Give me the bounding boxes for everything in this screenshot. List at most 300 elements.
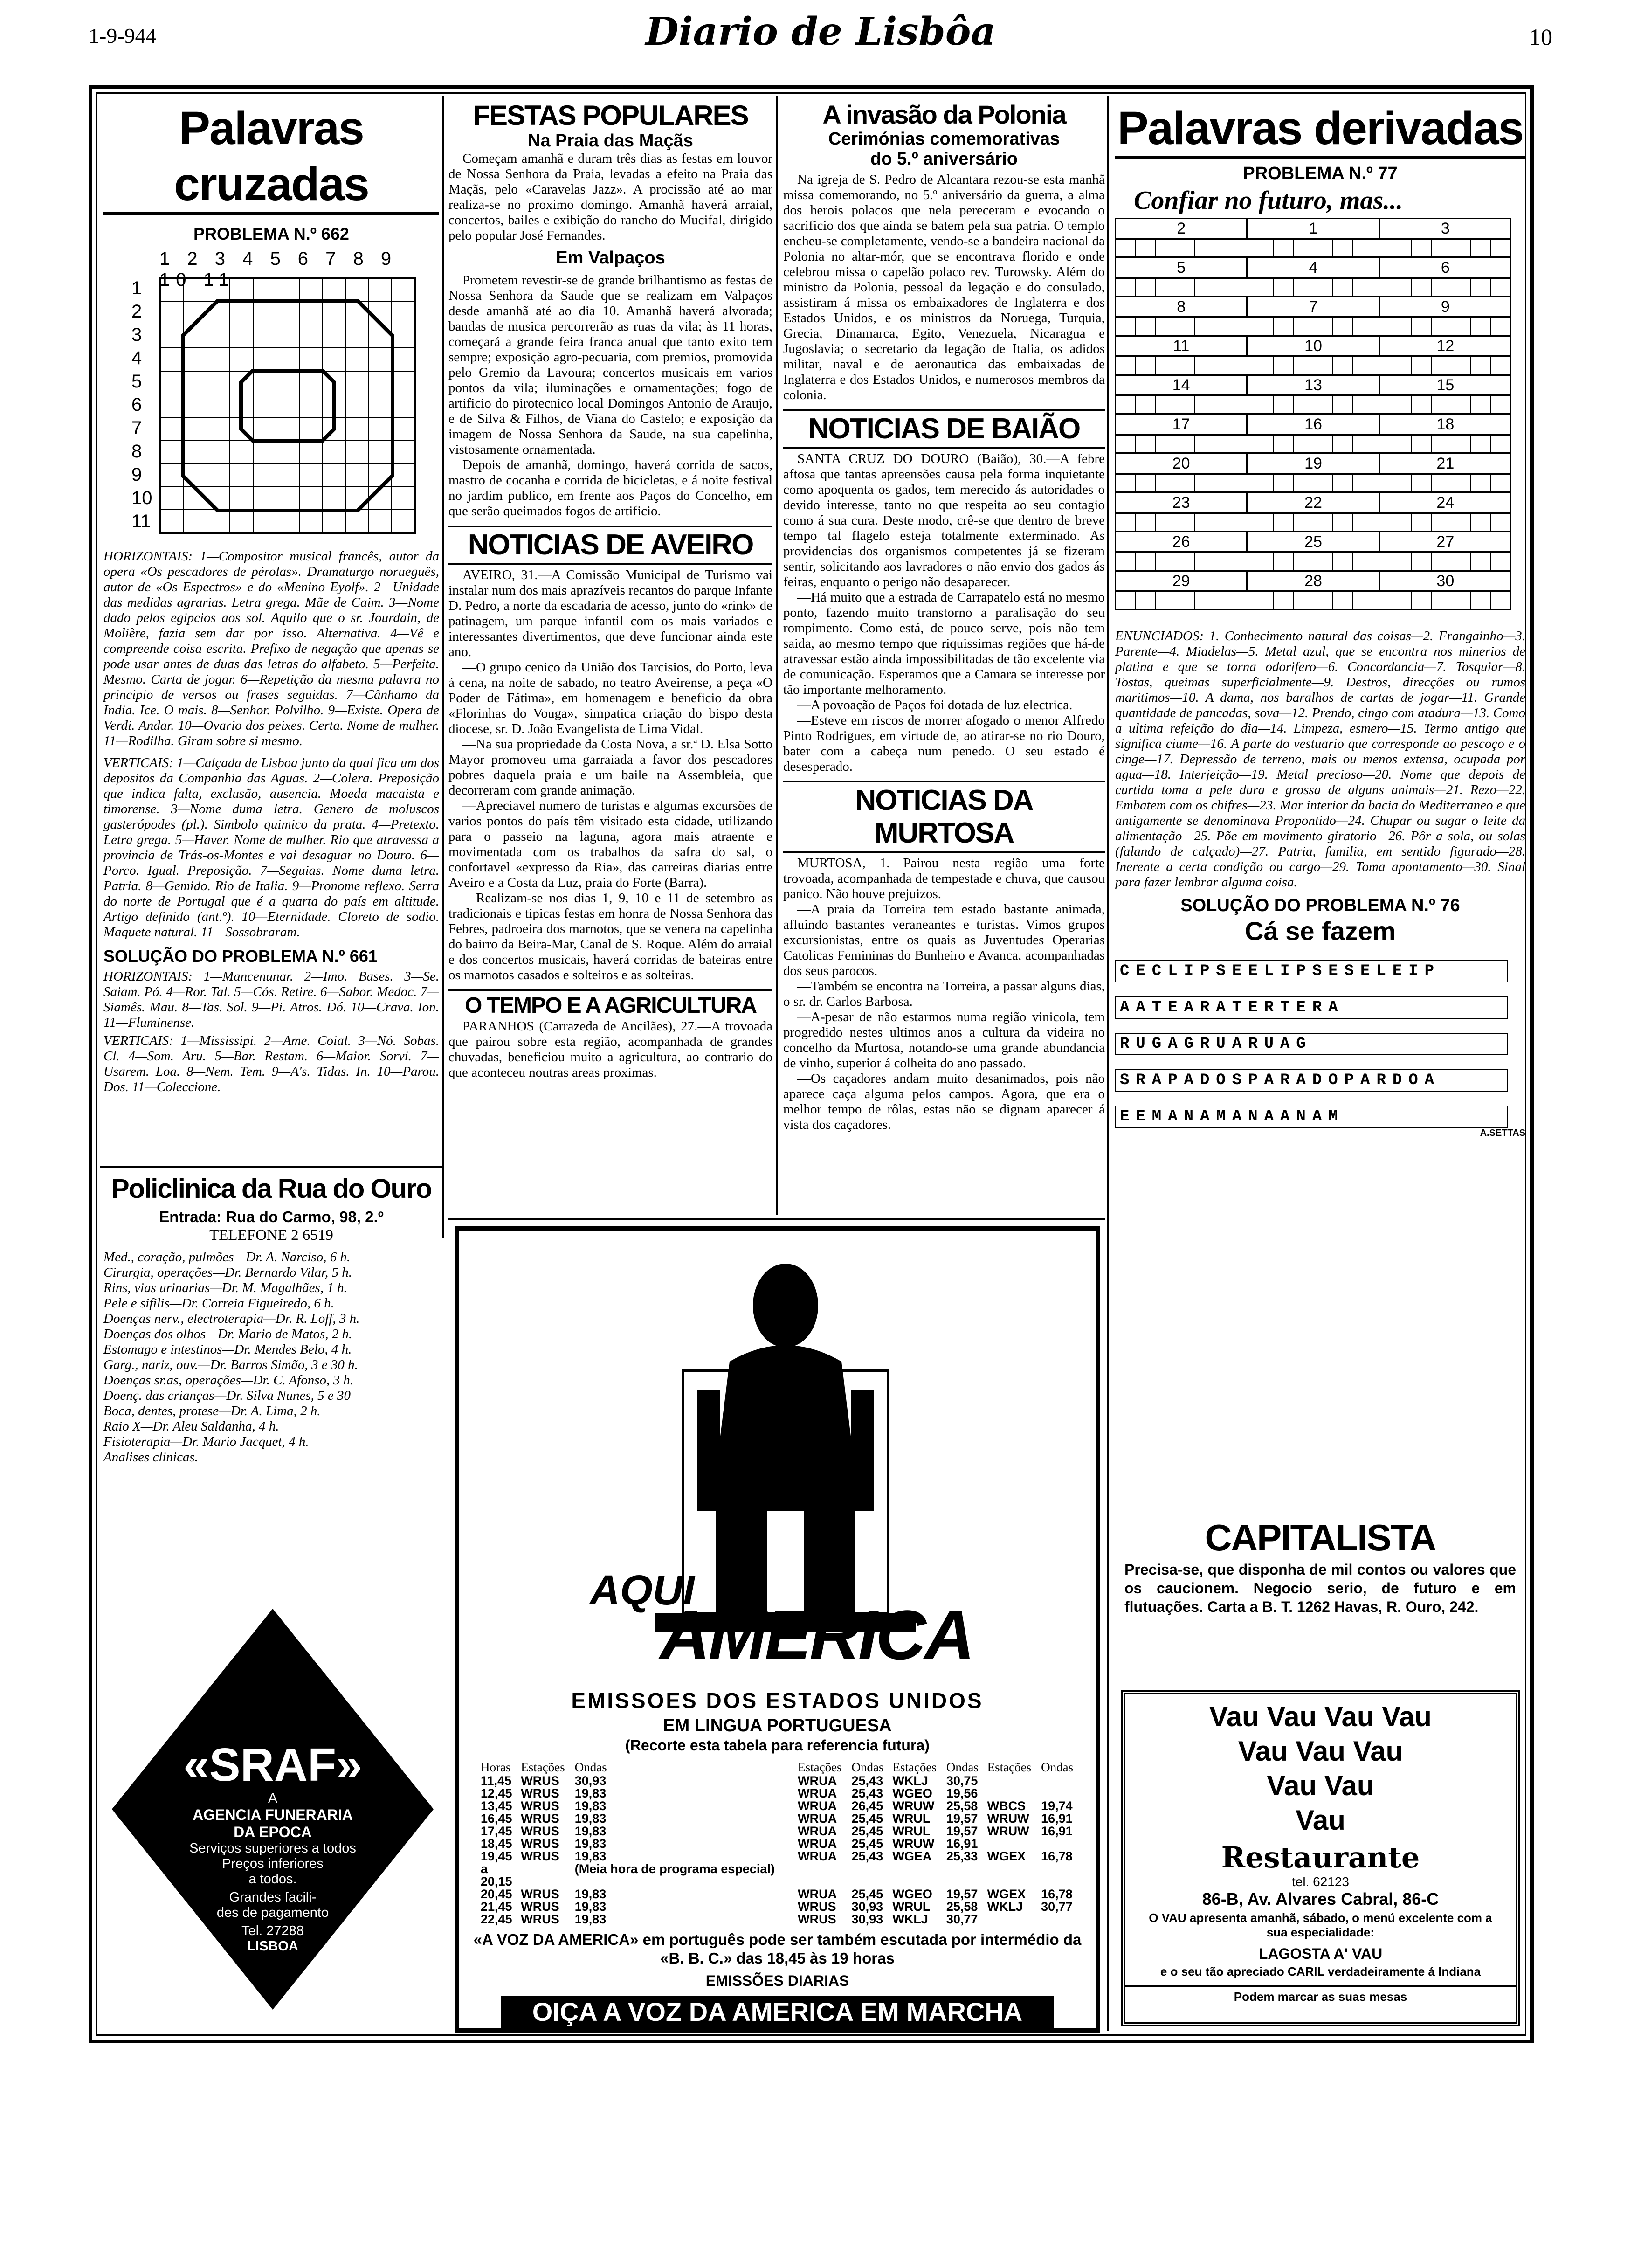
derivadas-row: [1115, 336, 1511, 356]
derivadas-cell[interactable]: [1214, 357, 1234, 374]
derivadas-cell[interactable]: [1451, 396, 1471, 413]
derivadas-cell[interactable]: [1372, 436, 1392, 452]
derivadas-cell[interactable]: [1175, 436, 1195, 452]
crossword-row-number: 9: [131, 464, 142, 485]
derivadas-cell[interactable]: [1432, 240, 1451, 256]
derivadas-cell[interactable]: [1313, 553, 1333, 570]
derivadas-cell[interactable]: [1471, 396, 1490, 413]
derivadas-cell[interactable]: [1313, 279, 1333, 296]
derivadas-grid[interactable]: [1115, 218, 1525, 610]
derivadas-cell[interactable]: [1471, 357, 1490, 374]
derivadas-cell[interactable]: [1116, 436, 1136, 452]
derivadas-clue-number: 25: [1247, 532, 1379, 552]
derivadas-cell[interactable]: [1353, 475, 1372, 491]
derivadas-cell[interactable]: [1175, 592, 1195, 609]
derivadas-clue-number: 21: [1379, 453, 1511, 474]
derivadas-clue-number: 8: [1115, 297, 1247, 317]
derivadas-cell[interactable]: [1313, 514, 1333, 531]
derivadas-cell[interactable]: [1333, 475, 1352, 491]
derivadas-cell[interactable]: [1195, 357, 1214, 374]
derivadas-answer-row[interactable]: [1115, 591, 1511, 610]
derivadas-cell[interactable]: [1333, 279, 1352, 296]
derivadas-cell[interactable]: [1175, 357, 1195, 374]
derivadas-cell[interactable]: [1116, 279, 1136, 296]
derivadas-cell[interactable]: [1234, 592, 1254, 609]
derivadas-cell[interactable]: [1451, 240, 1471, 256]
schedule-cell: WKLJ: [892, 1774, 928, 1788]
crossword-row-number: 11: [131, 511, 151, 532]
schedule-cell: WRUS: [521, 1812, 559, 1825]
derivadas-cell[interactable]: [1175, 475, 1195, 491]
derivadas-cell[interactable]: [1136, 553, 1155, 570]
derivadas-clue-number: 26: [1115, 532, 1247, 552]
derivadas-cell[interactable]: [1234, 279, 1254, 296]
derivadas-cell[interactable]: [1136, 396, 1155, 413]
derivadas-cell[interactable]: [1214, 592, 1234, 609]
policlinica-line: Doenças sr.as, operações—Dr. C. Afonso, 3 h.: [103, 1373, 353, 1388]
derivadas-cell[interactable]: [1313, 396, 1333, 413]
derivadas-cell[interactable]: [1471, 514, 1490, 531]
schedule-cell: [889, 1875, 943, 1888]
derivadas-cell[interactable]: [1392, 475, 1412, 491]
derivadas-answer-row[interactable]: [1115, 552, 1511, 571]
schedule-cell: WRUA: [798, 1786, 837, 1800]
derivadas-cell[interactable]: [1234, 436, 1254, 452]
schedule-row: [478, 1850, 1079, 1863]
polonia-sub1: Cerimónias comemorativas: [828, 129, 1060, 149]
derivadas-cell[interactable]: [1116, 357, 1136, 374]
derivadas-cell[interactable]: [1333, 592, 1352, 609]
derivadas-cell[interactable]: [1136, 318, 1155, 335]
derivadas-cell[interactable]: [1195, 240, 1214, 256]
derivadas-cell[interactable]: [1471, 553, 1490, 570]
derivadas-cell[interactable]: [1432, 553, 1451, 570]
derivadas-cell[interactable]: [1156, 592, 1175, 609]
schedule-cell: WGEX: [987, 1849, 1026, 1863]
schedule-cell: WRUS: [521, 1786, 559, 1800]
derivadas-cell[interactable]: [1156, 240, 1175, 256]
derivadas-cell[interactable]: [1214, 279, 1234, 296]
schedule-cell: WGEA: [892, 1849, 932, 1863]
derivadas-answer-row[interactable]: [1115, 395, 1511, 414]
schedule-cell: [1038, 1787, 1079, 1800]
policlinica-line: Cirurgia, operações—Dr. Bernardo Vilar, 5 h.: [103, 1265, 352, 1280]
tempo-p1: PARANHOS (Carrazeda de Ancilães), 27.—A trovoada que pairou sobre esta região, acompanhada de grandes chuvadas, beneficiou muito a agricultura, ao contrario do que aconteceu noutras areas proximas.: [448, 1019, 772, 1080]
derivadas-clue-number: 9: [1379, 297, 1511, 317]
derivadas-cell[interactable]: [1214, 240, 1234, 256]
derivadas-cell[interactable]: [1195, 592, 1214, 609]
derivadas-cell[interactable]: [1234, 475, 1254, 491]
derivadas-cell[interactable]: [1333, 553, 1352, 570]
derivadas-cell[interactable]: [1333, 240, 1352, 256]
derivadas-cell[interactable]: [1234, 514, 1254, 531]
derivadas-cell[interactable]: [1392, 357, 1412, 374]
derivadas-cell[interactable]: [1432, 475, 1451, 491]
derivadas-cell[interactable]: [1392, 279, 1412, 296]
derivadas-cell[interactable]: [1214, 436, 1234, 452]
derivadas-cell[interactable]: [1412, 240, 1431, 256]
derivadas-cell[interactable]: [1491, 279, 1510, 296]
derivadas-cell[interactable]: [1294, 396, 1313, 413]
derivadas-cell[interactable]: [1195, 553, 1214, 570]
derivadas-cell[interactable]: [1274, 279, 1293, 296]
derivadas-cell[interactable]: [1491, 553, 1510, 570]
derivadas-cell[interactable]: [1274, 553, 1293, 570]
derivadas-cell[interactable]: [1353, 592, 1372, 609]
derivadas-cell[interactable]: [1313, 240, 1333, 256]
derivadas-cell[interactable]: [1274, 396, 1293, 413]
derivadas-cell[interactable]: [1175, 279, 1195, 296]
derivadas-cell[interactable]: [1432, 357, 1451, 374]
derivadas-cell[interactable]: [1333, 514, 1352, 531]
schedule-cell: 19,83: [574, 1912, 607, 1926]
derivadas-cell[interactable]: [1432, 396, 1451, 413]
murtosa-p2: —A praia da Torreira tem estado bastante animada, afluindo bastantes veraneantes e turistas. Vimos grupos excursionistas, entre os quais as Juventudes Operarias Catolicas Femininas do Bunheiro e Avanca, acompanhadas dos seus parocos.: [783, 902, 1105, 978]
baiao-p4: —Esteve em riscos de morrer afogado o menor Alfredo Pinto Rodrigues, em virtude de, ao atirar-se no rio Douro, bater com a cabeça num penedo. O seu estado é desesperado.: [783, 713, 1105, 774]
crossword-row-number: 8: [131, 441, 142, 462]
derivadas-cell[interactable]: [1353, 436, 1372, 452]
derivadas-cell[interactable]: [1372, 396, 1392, 413]
derivadas-cell[interactable]: [1372, 357, 1392, 374]
derivadas-cell[interactable]: [1353, 279, 1372, 296]
derivadas-cell[interactable]: [1353, 357, 1372, 374]
derivadas-clue-number: 15: [1379, 375, 1511, 395]
derivadas-cell[interactable]: [1294, 357, 1313, 374]
derivadas-problem: PROBLEMA N.º 77: [1243, 164, 1398, 183]
schedule-cell: WKLJ: [892, 1912, 928, 1926]
derivadas-cell[interactable]: [1195, 279, 1214, 296]
schedule-cell: 30,77: [946, 1912, 978, 1926]
derivadas-cell[interactable]: [1234, 357, 1254, 374]
derivadas-cell[interactable]: [1175, 514, 1195, 531]
derivadas-cell[interactable]: [1353, 396, 1372, 413]
schedule-cell: 30,93: [574, 1774, 607, 1788]
derivadas-cell[interactable]: [1412, 514, 1431, 531]
crossword-solution-horizontais: HORIZONTAIS: 1—Mancenunar. 2—Imo. Bases. 3—Se. Saiam. Pó. 4—Ror. Tal. 5—Cós. Retire. 6—Sabor. Medoc. 7—Siamês. Mau. 8—Tas. Sol. 9—Pi. Atros. Dó. 10—Crava. Ion. 11—Fluminense.: [103, 969, 439, 1030]
derivadas-cell[interactable]: [1294, 318, 1313, 335]
derivadas-cell[interactable]: [1214, 475, 1234, 491]
derivadas-cell[interactable]: [1432, 592, 1451, 609]
derivadas-cell[interactable]: [1294, 279, 1313, 296]
derivadas-cell[interactable]: [1412, 396, 1431, 413]
schedule-cell: WRUS: [521, 1887, 559, 1901]
policlinica-list: [103, 1250, 439, 1465]
sraf-line7: des de pagamento: [216, 1905, 329, 1920]
schedule-cell: [1038, 1875, 1079, 1888]
derivadas-cell[interactable]: [1254, 436, 1274, 452]
column-rule: [1107, 96, 1109, 2031]
derivadas-cell[interactable]: [1392, 396, 1412, 413]
derivadas-cell[interactable]: [1156, 436, 1175, 452]
derivadas-answer-row[interactable]: [1115, 317, 1511, 336]
derivadas-cell[interactable]: [1471, 240, 1490, 256]
derivadas-cell[interactable]: [1432, 279, 1451, 296]
derivadas-cell[interactable]: [1195, 318, 1214, 335]
schedule-cell: [944, 1875, 985, 1888]
derivadas-cell[interactable]: [1353, 318, 1372, 335]
derivadas-answer-row[interactable]: [1115, 435, 1511, 453]
derivadas-cell[interactable]: [1116, 592, 1136, 609]
schedule-cell: WRUA: [798, 1837, 837, 1851]
derivadas-cell[interactable]: [1412, 318, 1431, 335]
derivadas-cell[interactable]: [1156, 318, 1175, 335]
derivadas-cell[interactable]: [1116, 514, 1136, 531]
schedule-cell: WRUA: [798, 1824, 837, 1838]
derivadas-cell[interactable]: [1372, 553, 1392, 570]
derivadas-cell[interactable]: [1372, 475, 1392, 491]
section-rule: [448, 1218, 1105, 1220]
derivadas-cell[interactable]: [1175, 553, 1195, 570]
schedule-cell: 19,83: [574, 1849, 607, 1863]
derivadas-cell[interactable]: [1136, 357, 1155, 374]
schedule-cell: WRUS: [798, 1912, 836, 1926]
solution-row: AATEARATERTERA: [1115, 996, 1508, 1019]
aveiro-p4: —Apreciavel numero de turistas e algumas excursões de varios pontos do país têm visitado esta cidade, utilizando para o passeio na laguna, agora mais atraente e movimentada com os trabalhos da safra do sal, o confortavel «expresso da Ria», das carreiras diarias entre Aveiro e a Costa da Luz, praia do Forte (Barra).: [448, 798, 772, 890]
schedule-cell: 30,75: [946, 1774, 978, 1788]
derivadas-cell[interactable]: [1294, 592, 1313, 609]
schedule-cell: 25,43: [851, 1849, 883, 1863]
derivadas-cell[interactable]: [1412, 279, 1431, 296]
derivadas-cell[interactable]: [1491, 357, 1510, 374]
schedule-header: Estações: [987, 1760, 1032, 1774]
derivadas-cell[interactable]: [1254, 475, 1274, 491]
derivadas-cell[interactable]: [1195, 514, 1214, 531]
derivadas-cell[interactable]: [1254, 396, 1274, 413]
derivadas-answer-row[interactable]: [1115, 278, 1511, 297]
derivadas-cell[interactable]: [1432, 436, 1451, 452]
schedule-row: [478, 1913, 1079, 1926]
derivadas-cell[interactable]: [1116, 318, 1136, 335]
derivadas-cell[interactable]: [1274, 357, 1293, 374]
schedule-cell: [795, 1875, 848, 1888]
derivadas-cell[interactable]: [1234, 240, 1254, 256]
derivadas-cell[interactable]: [1156, 553, 1175, 570]
derivadas-cell[interactable]: [1372, 514, 1392, 531]
derivadas-cell[interactable]: [1156, 279, 1175, 296]
derivadas-cell[interactable]: [1313, 592, 1333, 609]
schedule-cell: [985, 1838, 1038, 1850]
derivadas-cell[interactable]: [1136, 279, 1155, 296]
derivadas-cell[interactable]: [1254, 279, 1274, 296]
crossword-row-numbers: [131, 277, 155, 533]
derivadas-cell[interactable]: [1451, 514, 1471, 531]
derivadas-cell[interactable]: [1116, 475, 1136, 491]
derivadas-cell[interactable]: [1254, 592, 1274, 609]
derivadas-cell[interactable]: [1471, 318, 1490, 335]
schedule-cell: [1038, 1838, 1079, 1850]
derivadas-cell[interactable]: [1471, 592, 1490, 609]
derivadas-cell[interactable]: [1451, 318, 1471, 335]
derivadas-cell[interactable]: [1471, 279, 1490, 296]
schedule-cell: [1038, 1913, 1079, 1926]
crossword-row-number: 4: [131, 348, 142, 368]
schedule-cell: [518, 1875, 572, 1888]
derivadas-cell[interactable]: [1491, 318, 1510, 335]
schedule-cell: 19,83: [574, 1837, 607, 1851]
derivadas-clue-number: 11: [1115, 336, 1247, 356]
derivadas-cell[interactable]: [1195, 436, 1214, 452]
derivadas-clue-number: 20: [1115, 453, 1247, 474]
derivadas-cell[interactable]: [1274, 240, 1293, 256]
derivadas-cell[interactable]: [1412, 553, 1431, 570]
derivadas-cell[interactable]: [1254, 318, 1274, 335]
derivadas-cell[interactable]: [1136, 240, 1155, 256]
derivadas-cell[interactable]: [1491, 396, 1510, 413]
derivadas-cell[interactable]: [1451, 436, 1471, 452]
derivadas-cell[interactable]: [1313, 357, 1333, 374]
derivadas-cell[interactable]: [1175, 318, 1195, 335]
derivadas-cell[interactable]: [1136, 436, 1155, 452]
derivadas-cell[interactable]: [1392, 553, 1412, 570]
policlinica-title: Policlinica da Rua do Ouro: [111, 1174, 431, 1204]
derivadas-cell[interactable]: [1471, 475, 1490, 491]
derivadas-cell[interactable]: [1116, 240, 1136, 256]
crossword-column: [103, 100, 439, 1163]
derivadas-cell[interactable]: [1333, 357, 1352, 374]
schedule-row: [478, 1838, 1079, 1850]
schedule-cell: 19,83: [574, 1824, 607, 1838]
derivadas-cell[interactable]: [1451, 279, 1471, 296]
derivadas-cell[interactable]: [1333, 436, 1352, 452]
derivadas-cell[interactable]: [1412, 357, 1431, 374]
festas-p2: Prometem revestir-se de grande brilhantismo as festas de Nossa Senhora da Saude que se realizam em Valpaços desde amanhã até ao dia 10. Amanhã haverá alvorada; bandas de musica percorrerão as ruas da vila; às 11 horas, começará a grande feira franca anual que tanto exito tem sempre; exposição agro-pecuaria, com premios, promovida pelo Gremio da Lavoura; concertos musicais em varios pontos da vila; iluminações e ornamentações; fogo de artificio do pirotecnico local Domingos Antonio de Araujo, e de Silva & Filhos, de Viana do Castelo; e exposição da imagem de Nossa Senhora da Saude, na sua capelinha, vistosamente ornamentada.: [448, 273, 772, 457]
derivadas-cell[interactable]: [1372, 279, 1392, 296]
derivadas-cell[interactable]: [1451, 357, 1471, 374]
derivadas-cell[interactable]: [1274, 475, 1293, 491]
derivadas-cell[interactable]: [1392, 592, 1412, 609]
schedule-cell: 17,45: [481, 1824, 512, 1838]
derivadas-cell[interactable]: [1412, 436, 1431, 452]
derivadas-cell[interactable]: [1353, 240, 1372, 256]
derivadas-row: [1115, 297, 1511, 317]
derivadas-cell[interactable]: [1313, 318, 1333, 335]
schedule-header: Ondas: [1041, 1760, 1074, 1774]
derivadas-cell[interactable]: [1156, 396, 1175, 413]
derivadas-cell[interactable]: [1254, 240, 1274, 256]
derivadas-answer-row[interactable]: [1115, 474, 1511, 492]
schedule-cell: 19,45: [481, 1849, 512, 1863]
derivadas-cell[interactable]: [1214, 514, 1234, 531]
derivadas-cell[interactable]: [1353, 553, 1372, 570]
derivadas-cell[interactable]: [1136, 475, 1155, 491]
derivadas-cell[interactable]: [1175, 240, 1195, 256]
policlinica-line: Doenças dos olhos—Dr. Mario de Matos, 2 h.: [103, 1327, 352, 1341]
derivadas-cell[interactable]: [1234, 553, 1254, 570]
derivadas-cell[interactable]: [1274, 514, 1293, 531]
derivadas-cell[interactable]: [1392, 318, 1412, 335]
derivadas-cell[interactable]: [1491, 592, 1510, 609]
derivadas-cell[interactable]: [1432, 318, 1451, 335]
sraf-tel: Tel. 27288: [241, 1923, 304, 1938]
derivadas-cell[interactable]: [1451, 553, 1471, 570]
derivadas-cell[interactable]: [1136, 592, 1155, 609]
derivadas-cell[interactable]: [1195, 475, 1214, 491]
derivadas-cell[interactable]: [1451, 475, 1471, 491]
vau-address: 86-B, Av. Alvares Cabral, 86-C: [1202, 1889, 1439, 1908]
derivadas-cell[interactable]: [1254, 553, 1274, 570]
derivadas-cell[interactable]: [1333, 318, 1352, 335]
derivadas-cell[interactable]: [1353, 514, 1372, 531]
derivadas-cell[interactable]: [1116, 553, 1136, 570]
derivadas-cell[interactable]: [1392, 436, 1412, 452]
schedule-cell: 16,45: [481, 1812, 512, 1825]
derivadas-cell[interactable]: [1412, 475, 1431, 491]
derivadas-cell[interactable]: [1392, 514, 1412, 531]
derivadas-answer-row[interactable]: [1115, 356, 1511, 375]
crossword-verticais: 1—Calçada de Lisboa junto da qual fica um dos depositos da Companhia das Aguas. 2—Colera. Preposição que indica falta, exclusão, ausencia. Moeda macaista e timorense. 3—Nome duma letra. Genero de moluscos gasterópodes (pl.). Simbolo quimico da prata. 4—Pretexto. Letra grega. 5—Haver. Nome de mulher. Rio que atravessa a provincia de Trás-os-Montes e vai desaguar no Douro. 6—Porco. Igual. Preposição. 7—Seguias. Nome duma letra. Patria. 8—Gemido. Rio de Italia. 9—Pronome reflexo. Serra do norte de Portugal que é a quarta do país em altitude. Artigo definido (ant.º). 10—Eternidade. Cloreto de sodio. Maquete natural. 11—Sossobraram.: [103, 755, 439, 940]
derivadas-cell[interactable]: [1234, 318, 1254, 335]
derivadas-cell[interactable]: [1254, 357, 1274, 374]
derivadas-cell[interactable]: [1156, 357, 1175, 374]
derivadas-cell[interactable]: [1274, 318, 1293, 335]
derivadas-cell[interactable]: [1214, 553, 1234, 570]
derivadas-cell[interactable]: [1392, 240, 1412, 256]
derivadas-answer-row[interactable]: [1115, 513, 1511, 532]
derivadas-cell[interactable]: [1116, 396, 1136, 413]
derivadas-cell[interactable]: [1491, 475, 1510, 491]
derivadas-cell[interactable]: [1294, 553, 1313, 570]
derivadas-cell[interactable]: [1451, 592, 1471, 609]
derivadas-cell[interactable]: [1372, 318, 1392, 335]
derivadas-clue-number: 22: [1247, 492, 1379, 513]
schedule-cell: 26,45: [851, 1799, 883, 1813]
derivadas-cell[interactable]: [1294, 240, 1313, 256]
derivadas-cell[interactable]: [1471, 436, 1490, 452]
derivadas-row: [1115, 414, 1511, 435]
derivadas-cell[interactable]: [1274, 592, 1293, 609]
news-column-3: [783, 100, 1105, 1215]
schedule-cell: 19,83: [574, 1812, 607, 1825]
derivadas-cell[interactable]: [1274, 436, 1293, 452]
derivadas-cell[interactable]: [1294, 436, 1313, 452]
derivadas-cell[interactable]: [1214, 396, 1234, 413]
derivadas-cell[interactable]: [1432, 514, 1451, 531]
derivadas-cell[interactable]: [1156, 514, 1175, 531]
derivadas-clue-number: 29: [1115, 571, 1247, 591]
derivadas-clue-number: 12: [1379, 336, 1511, 356]
derivadas-cell[interactable]: [1333, 396, 1352, 413]
policlinica-line: Analises clinicas.: [103, 1450, 198, 1465]
derivadas-cell[interactable]: [1491, 514, 1510, 531]
derivadas-cell[interactable]: [1372, 240, 1392, 256]
derivadas-cell[interactable]: [1156, 475, 1175, 491]
derivadas-cell[interactable]: [1491, 240, 1510, 256]
derivadas-cell[interactable]: [1491, 436, 1510, 452]
derivadas-cell[interactable]: [1372, 592, 1392, 609]
derivadas-cell[interactable]: [1175, 396, 1195, 413]
derivadas-cell[interactable]: [1412, 592, 1431, 609]
derivadas-cell[interactable]: [1234, 396, 1254, 413]
derivadas-cell[interactable]: [1195, 396, 1214, 413]
derivadas-cell[interactable]: [1214, 318, 1234, 335]
derivadas-cell[interactable]: [1313, 475, 1333, 491]
capitalista-ad: [1115, 1515, 1525, 1683]
derivadas-cell[interactable]: [1294, 514, 1313, 531]
page-number: 10: [1529, 24, 1552, 50]
derivadas-cell[interactable]: [1254, 514, 1274, 531]
derivadas-row: [1115, 532, 1511, 552]
derivadas-cell[interactable]: [1313, 436, 1333, 452]
derivadas-answer-row[interactable]: [1115, 239, 1511, 257]
derivadas-cell[interactable]: [1294, 475, 1313, 491]
schedule-cell: [572, 1875, 795, 1888]
policlinica-line: Boca, dentes, protese—Dr. A. Lima, 2 h.: [103, 1404, 321, 1418]
crossword-row-number: 10: [131, 488, 152, 508]
derivadas-cell[interactable]: [1136, 514, 1155, 531]
derivadas-clue-number: 23: [1115, 492, 1247, 513]
schedule-cell: 16,78: [1041, 1849, 1073, 1863]
schedule-cell: 16,78: [1041, 1887, 1073, 1901]
